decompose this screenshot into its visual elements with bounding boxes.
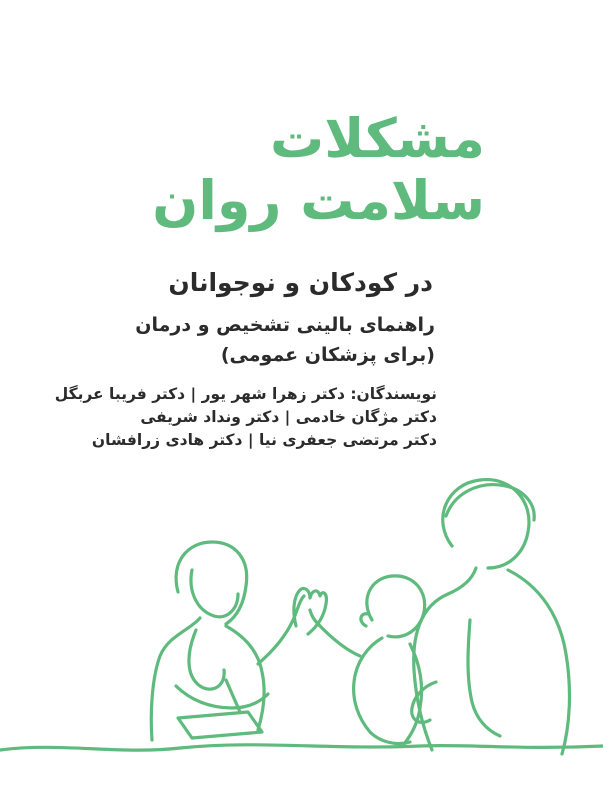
parent-arm: [468, 620, 500, 736]
child-head: [367, 576, 425, 637]
doctor-writing-arm: [176, 686, 268, 708]
authors-list: [54, 383, 437, 452]
parent-neck: [448, 568, 476, 594]
parent-head: [443, 480, 529, 568]
doctor-hair: [176, 542, 247, 624]
child-body: [354, 638, 410, 744]
desk-paper: [178, 712, 262, 738]
child-ear: [361, 614, 368, 626]
authors-line-1: نویسندگان: دکتر زهرا شهر یور | دکتر فریبا عربگل: [54, 385, 437, 403]
authors-line-2: دکتر مژگان خادمی | دکتر ونداد شریفی: [140, 408, 437, 426]
line-art-illustration: [0, 450, 603, 792]
book-subtitle: در کودکان و نوجوانان: [168, 268, 433, 297]
title-line-1: مشکلات: [269, 107, 485, 170]
parent-back: [508, 570, 569, 754]
doctor-arm: [258, 596, 304, 664]
authors-line-3: دکتر مرتضی جعفری نیا | دکتر هادی زرافشان: [91, 431, 437, 449]
doctor-stethoscope: [189, 630, 224, 689]
doctor-face: [191, 570, 238, 617]
title-line-2: سلامت روان: [152, 169, 485, 232]
ground-line: [0, 745, 603, 750]
parent-hair: [446, 485, 534, 520]
guide-line-2: (برای پزشکان عمومی): [220, 344, 435, 366]
child-arm: [310, 610, 360, 656]
guide-description: [115, 310, 435, 370]
guide-line-1: راهنمای بالینی تشخیص و درمان: [135, 314, 435, 336]
book-title: [105, 108, 485, 232]
